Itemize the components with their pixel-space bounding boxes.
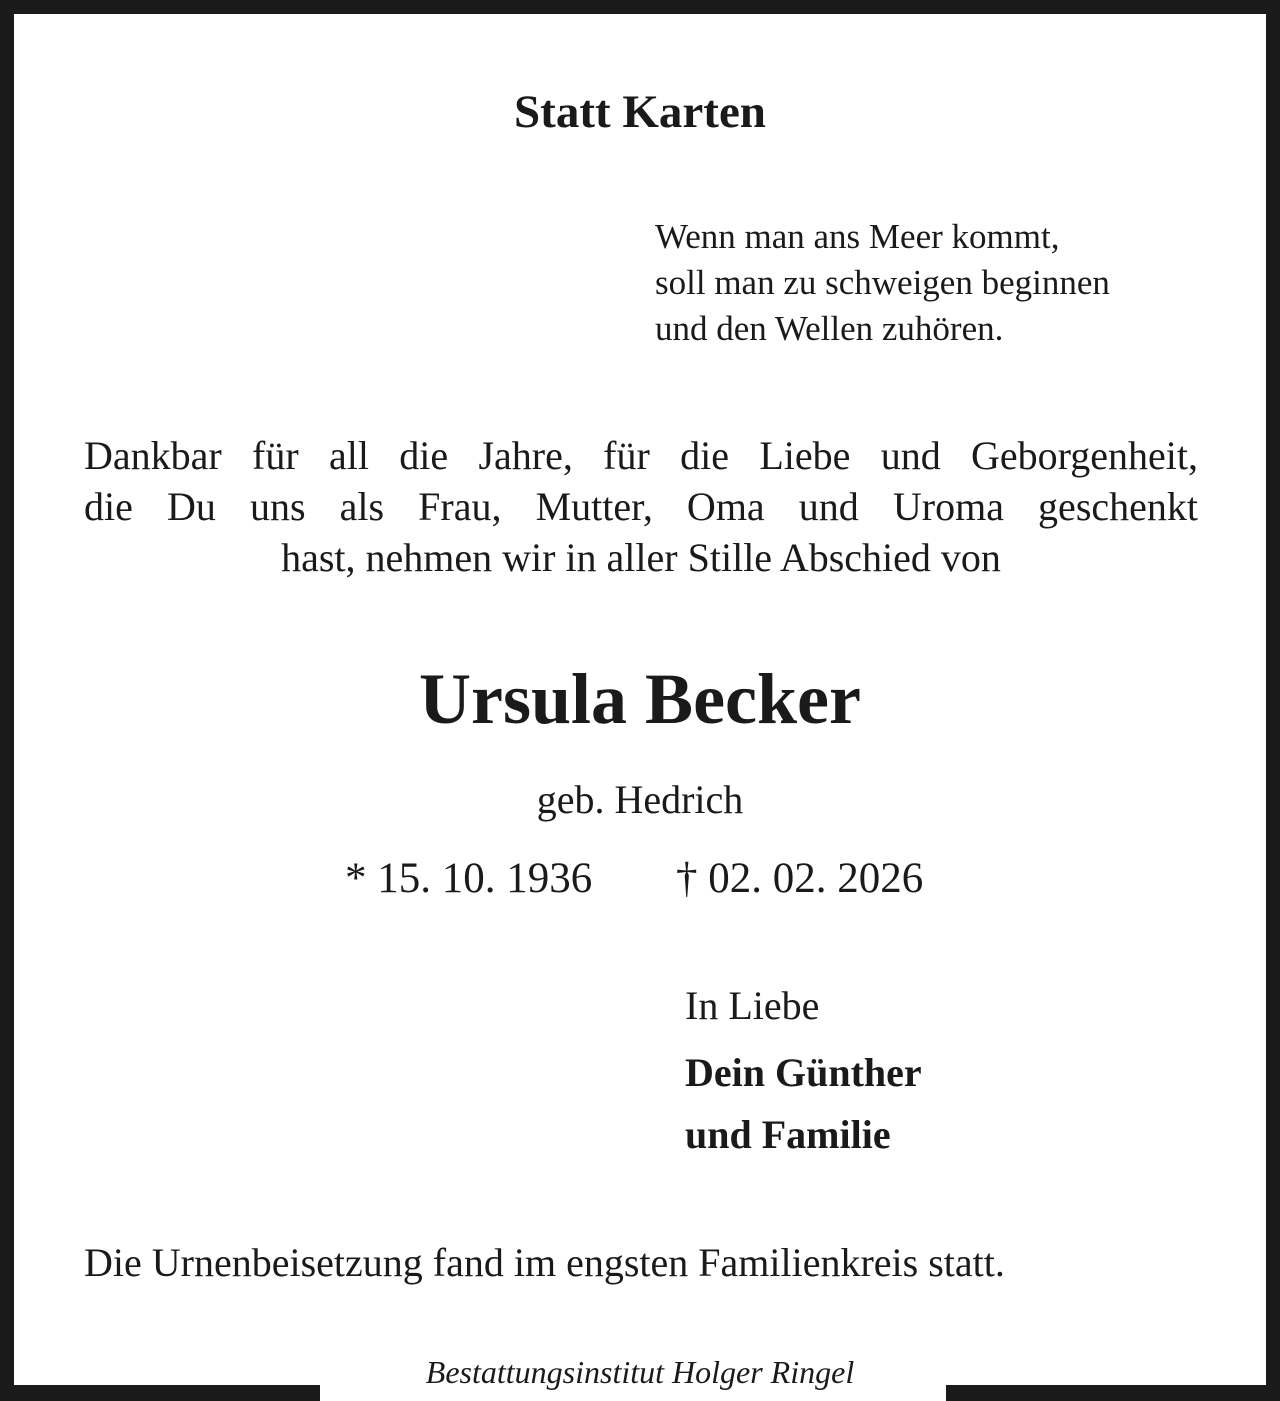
intro-line: hast, nehmen wir in aller Stille Abschied von xyxy=(281,535,1001,580)
quote-block xyxy=(655,214,1110,352)
signature-line: und Familie xyxy=(685,1112,891,1157)
quote-line: Wenn man ans Meer kommt, xyxy=(655,217,1060,256)
signoff-block xyxy=(685,980,922,1166)
death-date: † 02. 02. 2026 xyxy=(676,855,924,902)
burial-note: Die Urnenbeisetzung fand im engsten Familienkreis statt. xyxy=(84,1240,1005,1285)
maiden-name: geb. Hedrich xyxy=(536,777,744,822)
border-top xyxy=(0,0,1280,14)
quote-line: soll man zu schweigen beginnen xyxy=(655,263,1110,302)
intro-line: Dankbar für all die Jahre, für die Liebe und Geborgenheit, xyxy=(84,433,1198,478)
funeral-home-credit: Bestattungsinstitut Holger Ringel xyxy=(425,1354,855,1390)
intro-line: die Du uns als Frau, Mutter, Oma und Uroma geschenkt xyxy=(84,484,1198,529)
heading-statt-karten: Statt Karten xyxy=(514,86,766,138)
birth-date: * 15. 10. 1936 xyxy=(345,855,593,902)
quote-line: und den Wellen zuhören. xyxy=(655,309,1004,348)
intro-text xyxy=(84,430,1198,583)
signature-line: Dein Günther xyxy=(685,1050,922,1095)
deceased-name: Ursula Becker xyxy=(419,659,861,739)
closing-text: In Liebe xyxy=(685,983,820,1028)
